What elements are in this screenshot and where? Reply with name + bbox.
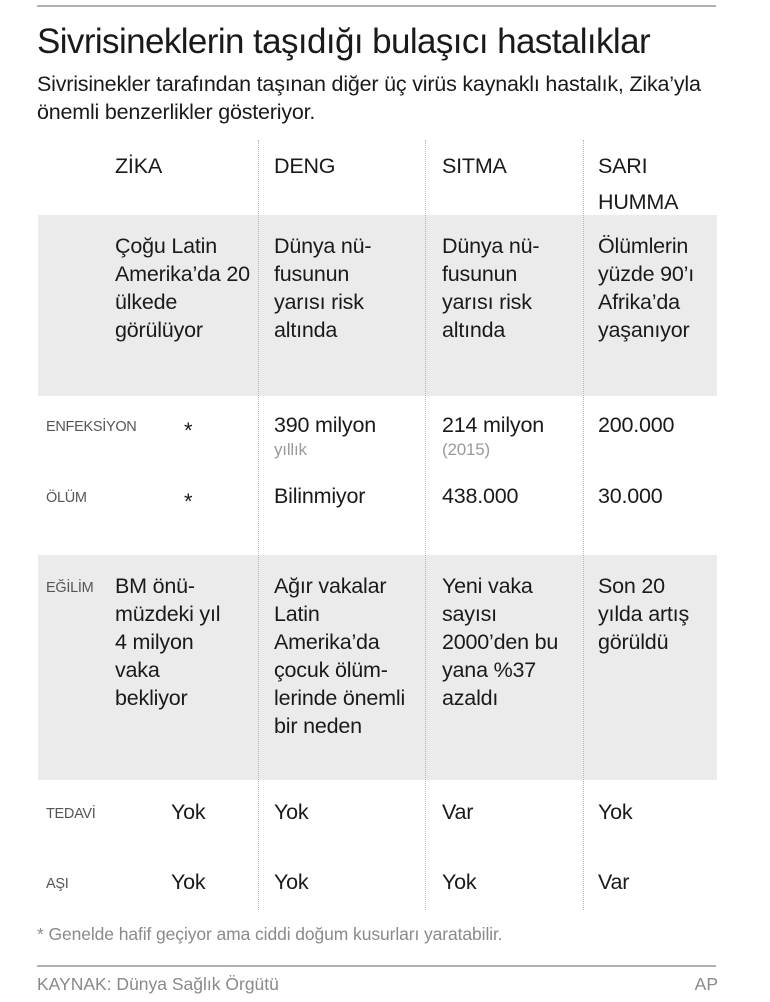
vaccine-cell-sitma: Yok [442, 870, 477, 894]
column-header-sari-humma: SARI HUMMA [598, 154, 679, 214]
overview-cell-deng: Dünya nü-fusunun yarısı risk altında [274, 234, 372, 342]
column-divider [258, 140, 259, 910]
trend-cell-sitma: Yeni vaka sayısı 2000’den bu yana %37 azaldı [442, 574, 559, 710]
overview-cell-sitma: Dünya nü-fusunun yarısı risk altında [442, 234, 540, 342]
trend-cell-deng: Ağır vakalar Latin Amerika’da çocuk ölüm-lerinde önemli bir neden [274, 574, 406, 738]
treatment-cell-sitma: Var [442, 800, 474, 824]
infection-cell-sari-humma: 200.000 [598, 413, 675, 437]
page-subtitle: Sivrisinekler tarafından taşınan diğer üç virüs kaynaklı hastalık, Zika’yla önemli benzerlikler gösteriyor. [37, 72, 701, 124]
treatment-cell-zika: Yok [171, 800, 206, 824]
row-label-death: ÖLÜM [46, 490, 87, 506]
source-credit: KAYNAK: Dünya Sağlık Örgütü [37, 974, 279, 994]
column-header-sitma: SITMA [442, 154, 507, 178]
column-header-zika: ZİKA [115, 154, 162, 178]
row-label-infection: ENFEKSİYON [46, 419, 137, 435]
trend-cell-zika: BM önü-müzdeki yıl 4 milyon vaka bekliyor [115, 574, 221, 710]
row-label-vaccine: AŞI [46, 876, 69, 892]
footnote: * Genelde hafif geçiyor ama ciddi doğum kusurları yaratabilir. [37, 924, 503, 944]
column-header-deng: DENG [274, 154, 336, 178]
bottom-rule [37, 965, 716, 967]
infection-value-deng: 390 milyon [274, 413, 376, 437]
infection-value-sitma: 214 milyon [442, 413, 544, 437]
column-divider [425, 140, 426, 910]
top-rule [37, 5, 716, 7]
vaccine-cell-sari-humma: Var [598, 870, 630, 894]
infection-note-sitma: (2015) [442, 440, 490, 459]
column-divider [583, 140, 584, 910]
infection-note-deng: yıllık [274, 440, 307, 459]
agency-credit: AP [694, 974, 718, 994]
treatment-cell-deng: Yok [274, 800, 309, 824]
vaccine-cell-zika: Yok [171, 870, 206, 894]
page-title: Sivrisineklerin taşıdığı bulaşıcı hastalıklar [37, 22, 650, 61]
row-label-treatment: TEDAVİ [46, 806, 96, 822]
death-cell-sitma: 438.000 [442, 484, 519, 508]
asterisk-marker: * [184, 418, 193, 443]
infection-cell-sitma [442, 411, 544, 461]
asterisk-marker: * [184, 489, 193, 514]
death-cell-deng: Bilinmiyor [274, 484, 366, 508]
death-cell-sari-humma: 30.000 [598, 484, 663, 508]
row-label-trend: EĞİLİM [46, 580, 94, 596]
overview-cell-zika: Çoğu Latin Amerika’da 20 ülkede görülüyor [115, 234, 250, 342]
infection-cell-deng [274, 411, 376, 461]
treatment-cell-sari-humma: Yok [598, 800, 633, 824]
vaccine-cell-deng: Yok [274, 870, 309, 894]
trend-cell-sari-humma: Son 20 yılda artış görüldü [598, 574, 690, 654]
overview-cell-sari-humma: Ölümlerin yüzde 90’ı Afrika’da yaşanıyor [598, 234, 695, 342]
